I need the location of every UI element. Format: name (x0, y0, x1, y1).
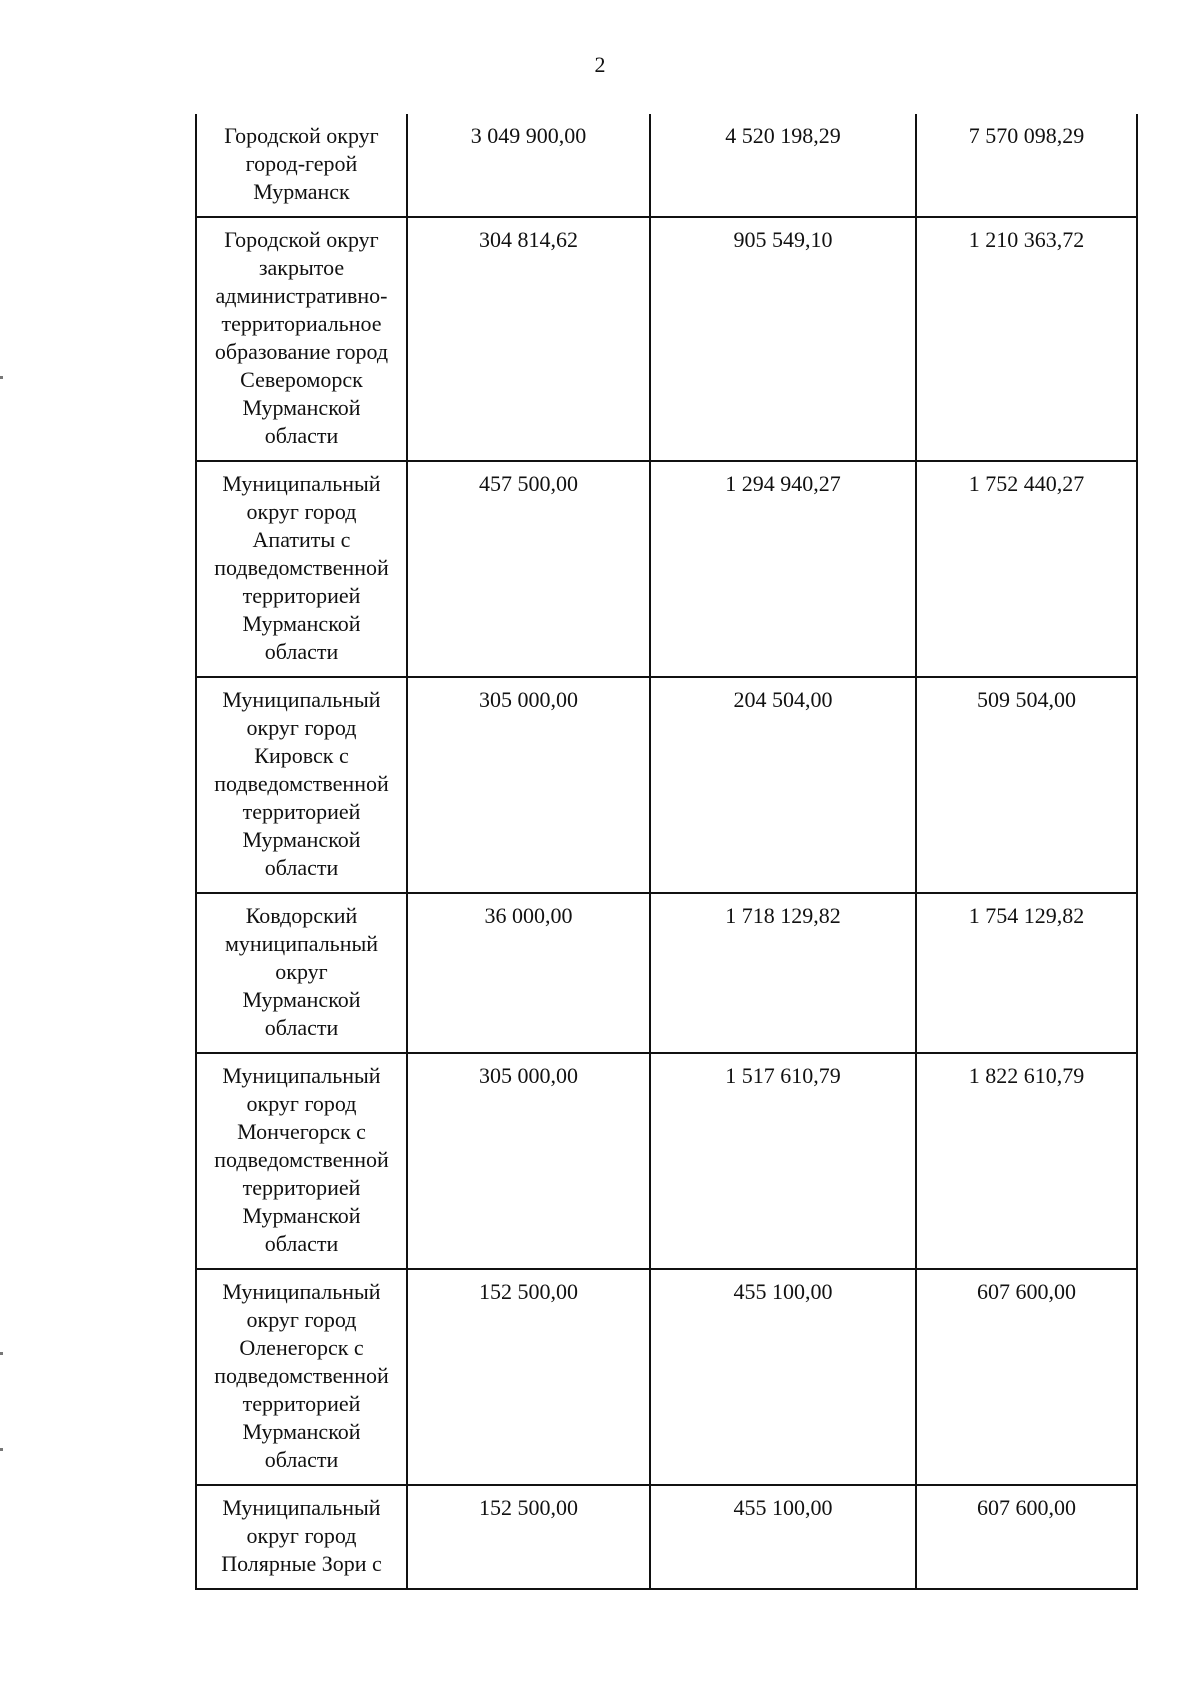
municipality-name-line: Муниципальный (222, 1279, 381, 1304)
municipality-name-line: подведомственной (214, 555, 389, 580)
table-row (196, 1269, 1137, 1485)
municipality-name-line: округ город (246, 1091, 357, 1116)
municipality-name-cell (196, 893, 407, 1053)
municipality-name-line: Муниципальный (222, 471, 381, 496)
municipality-name-line: закрытое (258, 255, 345, 280)
amount-cell-2: 1 294 940,27 (650, 461, 916, 677)
municipality-name-cell (196, 114, 407, 217)
table-row (196, 114, 1137, 217)
budget-allocation-table (195, 114, 1138, 1590)
municipality-name-line: Муниципальный (222, 1063, 381, 1088)
municipality-name-line: территорией (242, 1175, 361, 1200)
margin-scan-mark (0, 1352, 3, 1355)
municipality-name-line: Мурманской (242, 827, 361, 852)
municipality-name-line: округ (275, 959, 328, 984)
amount-cell-1: 152 500,00 (407, 1269, 650, 1485)
municipality-name-line: территорией (242, 583, 361, 608)
municipality-name-line: Мурманск (253, 179, 350, 204)
table-row (196, 1053, 1137, 1269)
amount-total-cell: 607 600,00 (916, 1485, 1137, 1589)
page-number: 2 (594, 52, 606, 77)
amount-total-cell: 7 570 098,29 (916, 114, 1137, 217)
municipality-name-line: области (264, 423, 339, 448)
amount-cell-2: 204 504,00 (650, 677, 916, 893)
municipality-name-line: области (264, 1231, 339, 1256)
municipality-name-line: Мурманской (242, 1203, 361, 1228)
municipality-name-line: Ковдорский (245, 903, 358, 928)
municipality-name-line: город-герой (245, 151, 358, 176)
municipality-name-line: подведомственной (214, 771, 389, 796)
table-body (196, 114, 1137, 1589)
municipality-name-line: области (264, 639, 339, 664)
municipality-name-line: округ город (246, 1523, 357, 1548)
municipality-name-line: округ город (246, 499, 357, 524)
municipality-name-line: Полярные Зори с (221, 1551, 382, 1576)
municipality-name-line: территориальное (221, 311, 382, 336)
municipality-name-line: округ город (246, 715, 357, 740)
amount-total-cell: 1 822 610,79 (916, 1053, 1137, 1269)
municipality-name-cell (196, 217, 407, 461)
municipality-name-line: Городской округ (224, 227, 379, 252)
amount-cell-2: 455 100,00 (650, 1485, 916, 1589)
municipality-name-line: подведомственной (214, 1147, 389, 1172)
municipality-name-line: Муниципальный (222, 1495, 381, 1520)
amount-cell-2: 455 100,00 (650, 1269, 916, 1485)
amount-cell-2: 1 718 129,82 (650, 893, 916, 1053)
municipality-name-line: Мончегорск с (237, 1119, 366, 1144)
municipality-name-line: территорией (242, 799, 361, 824)
municipality-name-cell (196, 1269, 407, 1485)
municipality-name-line: Мурманской (242, 987, 361, 1012)
municipality-name-line: Североморск (240, 367, 363, 392)
table-row (196, 461, 1137, 677)
amount-cell-1: 305 000,00 (407, 1053, 650, 1269)
municipality-name-line: области (264, 1447, 339, 1472)
amount-cell-2: 905 549,10 (650, 217, 916, 461)
municipality-name-line: территорией (242, 1391, 361, 1416)
municipality-name-line: образование город (214, 339, 389, 364)
municipality-name-line: Мурманской (242, 1419, 361, 1444)
municipality-name-line: Мурманской (242, 611, 361, 636)
table-row (196, 217, 1137, 461)
amount-total-cell: 1 754 129,82 (916, 893, 1137, 1053)
municipality-name-line: Кировск с (254, 743, 349, 768)
amount-total-cell: 607 600,00 (916, 1269, 1137, 1485)
amount-total-cell: 509 504,00 (916, 677, 1137, 893)
amount-cell-1: 304 814,62 (407, 217, 650, 461)
municipality-name-line: Городской округ (224, 123, 379, 148)
table-row (196, 677, 1137, 893)
municipality-name-cell (196, 1485, 407, 1589)
amount-cell-1: 305 000,00 (407, 677, 650, 893)
municipality-name-line: муниципальный (224, 931, 379, 956)
table-row (196, 1485, 1137, 1589)
margin-scan-mark (0, 1448, 3, 1451)
municipality-name-line: административно- (215, 283, 388, 308)
amount-total-cell: 1 752 440,27 (916, 461, 1137, 677)
amount-cell-2: 1 517 610,79 (650, 1053, 916, 1269)
municipality-name-line: подведомственной (214, 1363, 389, 1388)
municipality-name-line: области (264, 855, 339, 880)
table-row (196, 893, 1137, 1053)
amount-cell-1: 457 500,00 (407, 461, 650, 677)
amount-cell-1: 152 500,00 (407, 1485, 650, 1589)
municipality-name-cell (196, 461, 407, 677)
amount-cell-2: 4 520 198,29 (650, 114, 916, 217)
municipality-name-line: Апатиты с (252, 527, 351, 552)
municipality-name-line: Муниципальный (222, 687, 381, 712)
municipality-name-cell (196, 677, 407, 893)
margin-scan-mark (0, 376, 3, 379)
municipality-name-line: области (264, 1015, 339, 1040)
municipality-name-cell (196, 1053, 407, 1269)
municipality-name-line: Оленегорск с (239, 1335, 364, 1360)
municipality-name-line: округ город (246, 1307, 357, 1332)
municipality-name-line: Мурманской (242, 395, 361, 420)
amount-total-cell: 1 210 363,72 (916, 217, 1137, 461)
amount-cell-1: 3 049 900,00 (407, 114, 650, 217)
amount-cell-1: 36 000,00 (407, 893, 650, 1053)
